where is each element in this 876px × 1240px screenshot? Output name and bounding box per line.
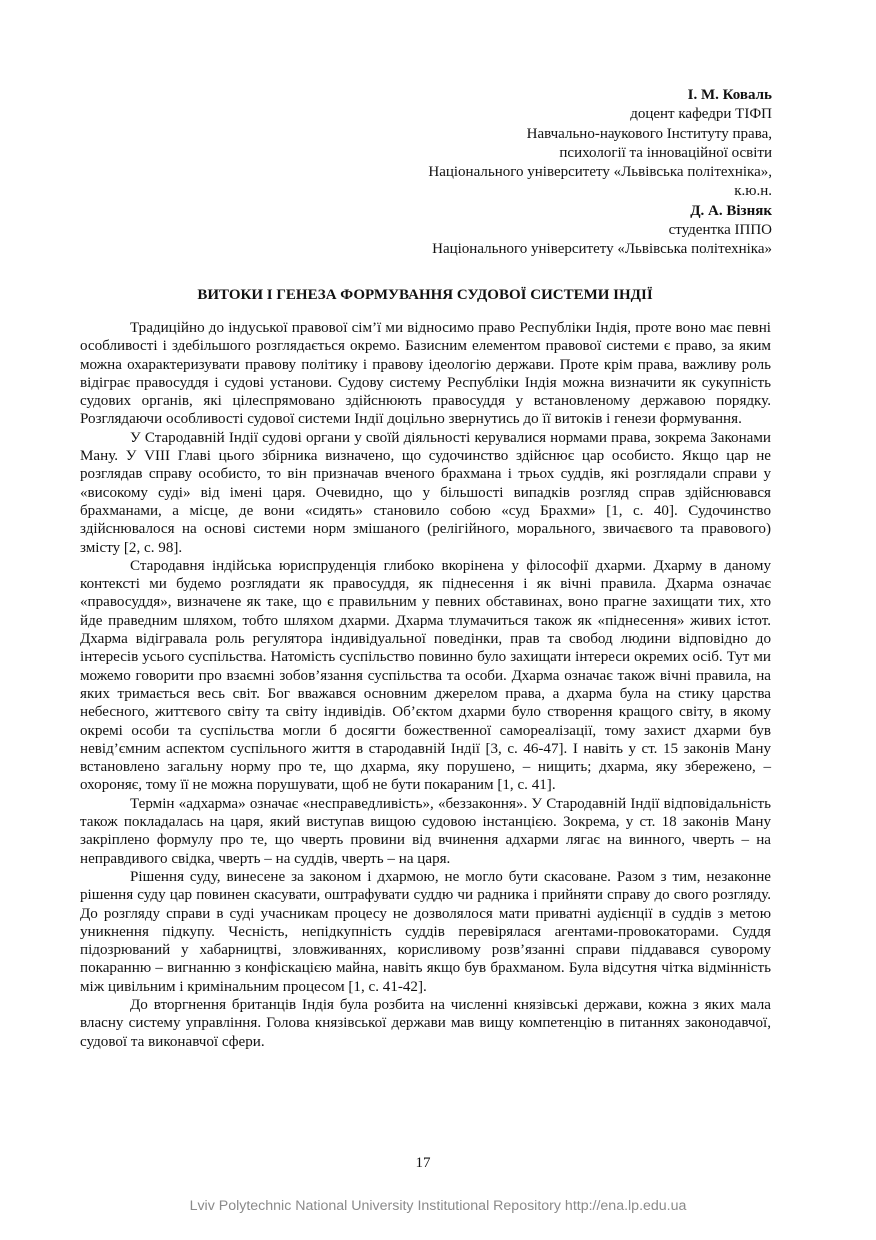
- author-affiliation-line: доцент кафедри ТІФП: [630, 106, 772, 123]
- body-paragraph: Термін «адхарма» означає «несправедливість», «беззаконня». У Стародавній Індії відповідальність також покладалась на царя, який виступав вищою судовою інстанцією. Зокрема, у ст. 18 законів Ману закріплено формулу про те, що чверть провини від вчинення адхарми лягає на винного, чверть – на неправдивого свідка, чверть – на суддів, чверть – на царя.: [80, 795, 771, 867]
- body-paragraph: У Стародавній Індії судові органи у своїй діяльності керувалися нормами права, зокрема Законами Ману. У VIII Главі цього збірника визначено, що судочинство здійснює цар особисто. Якщо цар не розглядав справу особисто, то він призначав вченого брахмана і трьох суддів, які розглядали справи у «високому суді» від імені царя. Очевидно, що у більшості випадків розгляд справ здійснювався брахманами, а місце, де вони «сидять» становило собою «суд Брахми» [1, с. 40]. Судочинство здійснювалося на основі системи норм змішаного (релігійного, морального, звичаєвого та правового) змісту [2, с. 98].: [80, 429, 771, 556]
- author-affiliation-line: Навчально-наукового Інституту права,: [526, 125, 772, 142]
- author-degree: к.ю.н.: [734, 183, 772, 200]
- page-number: 17: [415, 1155, 431, 1171]
- author-name: Д. А. Візняк: [690, 202, 772, 219]
- author-affiliation-line: психології та інноваційної освіти: [559, 144, 772, 161]
- article-body: [80, 319, 771, 1051]
- body-paragraph: Рішення суду, винесене за законом і дхармою, не могло бути скасоване. Разом з тим, незаконне рішення суду цар повинен скасувати, оштрафувати суддю чи радника і прийняти справу до свого розгляду. До розгляду справи в суді учасникам процесу не дозволялося мати приватні аудієнції в суддів з метою уникнення підкупу. Чесність, непідкупність суддів перевірялася агентами-провокаторами. Суддя підозрюваний у хабарництві, зловживаннях, корисливому розв’язанні справи піддавався суворому покаранню – вигнанню з конфіскацією майна, навіть якщо був брахманом. Була відсутня чітка відмінність між цивільним і кримінальним процесом [1, с. 41-42].: [80, 868, 771, 995]
- article-title: ВИТОКИ І ГЕНЕЗА ФОРМУВАННЯ СУДОВОЇ СИСТЕМИ ІНДІЇ: [197, 287, 653, 303]
- author-affiliation-block: [172, 86, 772, 260]
- repository-footer: Lviv Polytechnic National University Institutional Repository http://ena.lp.edu.ua: [189, 1198, 687, 1214]
- author-name: І. М. Коваль: [687, 87, 772, 103]
- author-affiliation-line: студентка ІППО: [668, 222, 772, 239]
- body-paragraph: Стародавня індійська юриспруденція глибоко вкорінена у філософії дхарми. Дхарму в даному контексті ми будемо розглядати як правосуддя, як піднесення і як вічні правила. Дхарма означає «правосуддя», визначене як таке, що є правильним у певних обставинах, воно прагне захищати тих, хто йде праведним шляхом, тобто шляхом дхарми. Дхарма тлумачиться також як «піднесення» живих істот. Дхарма відігравала роль регулятора індивідуальної поведінки, прав та свобод людини відповідно до інтересів усього суспільства. Натомість суспільство повинно було захищати інтереси окремих осіб. Тут ми можемо говорити про взаємні зобов’язання суспільства та особи. Дхарма означає також вічні правила, на яких тримається весь світ. Бог вважався основним джерелом права, а дхарма була на стику царства небесного, життєвого світу та світу індивідів. Об’єктом дхарми було створення кращого світу, в якому окремі особи та суспільства могли б досягти божественної самореалізації, тому захист дхарми був невід’ємним аспектом суспільного життя в стародавній Індії [3, с. 46-47]. І навіть у ст. 15 законів Ману встановлено загальну норму про те, що дхарма, яку порушено, – нищить; дхарма, яку збережено, – охороняє, тому її не можна порушувати, щоб не бути покараним [1, с. 41].: [80, 557, 771, 794]
- body-paragraph: Традиційно до індуської правової сім’ї ми відносимо право Республіки Індія, проте воно має певні особливості і здебільшого розглядається окремо. Базисним елементом правової системи є право, за яким можна охарактеризувати правову політику і правову ідеологію держави. Проте крім права, важливу роль відіграє правосуддя і судові установи. Судову систему Республіки Індія можна визначити як сукупність судових органів, які цілеспрямовано здійснюють правосуддя у встановленому державою порядку. Розглядаючи особливості судової системи Індії доцільно звернутись до її витоків і генези формування.: [80, 320, 771, 428]
- body-paragraph: До вторгнення британців Індія була розбита на численні князівські держави, кожна з яких мала власну систему управління. Голова князівської держави мав вищу компетенцію в питаннях законодавчої, судової та виконавчої сфери.: [80, 996, 771, 1050]
- author-affiliation-line: Національного університету «Львівська політехніка»: [432, 241, 772, 258]
- author-affiliation-line: Національного університету «Львівська політехніка»,: [428, 164, 772, 181]
